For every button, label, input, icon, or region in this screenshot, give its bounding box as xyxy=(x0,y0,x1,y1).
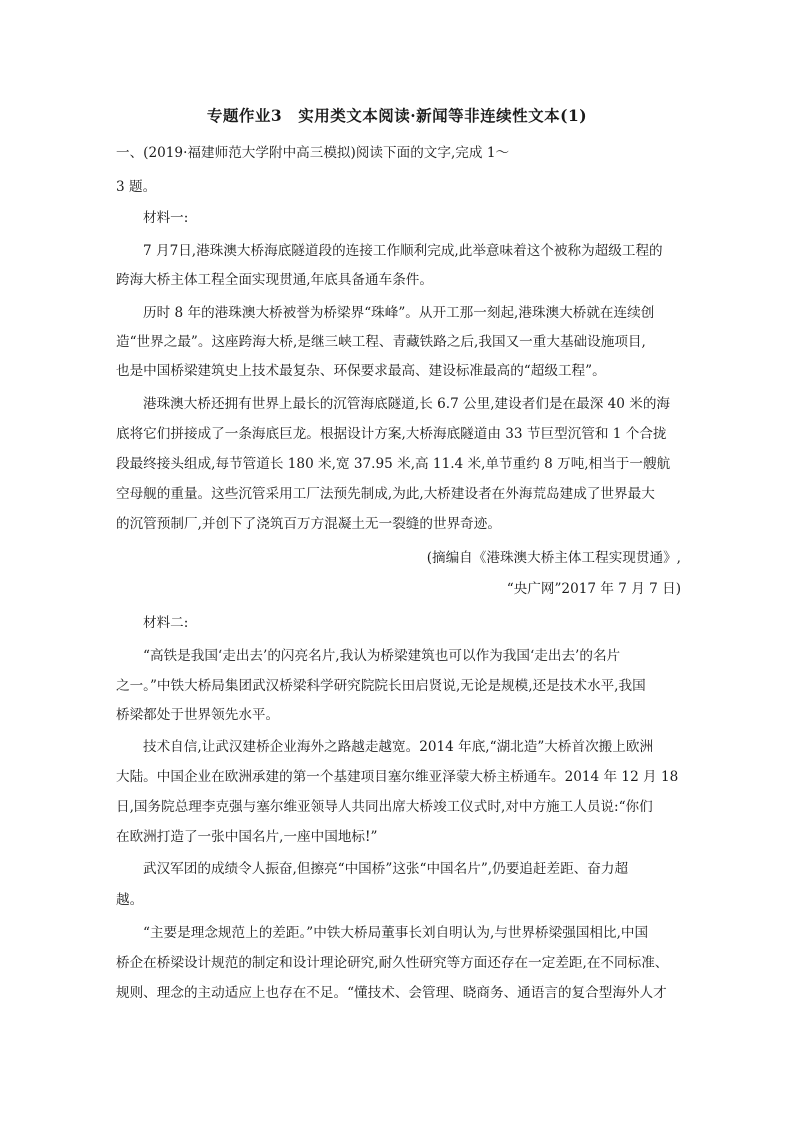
material1-line: 段最终接头组成,每节管道长 180 米,宽 37.95 米,高 11.4 米,单节重约 8 万吨,相当于一艘航 xyxy=(116,456,671,472)
material2-line: 技术自信,让武汉建桥企业海外之路越走越宽。2014 年底,“湖北造”大桥首次搬上欧洲 xyxy=(143,739,654,755)
material2-line: 在欧洲打造了一张中国名片,一座中国地标!” xyxy=(116,829,378,845)
question-intro-cont: 3 题。 xyxy=(116,179,157,195)
material1-line: 港珠澳大桥还拥有世界上最长的沉管海底隧道,长 6.7 公里,建设者们是在最深 40 米的海 xyxy=(143,396,671,412)
material1-source-date: “央广网”2017 年 7 月 7 日) xyxy=(506,581,681,597)
material2-line: “主要是理念规范上的差距。”中铁大桥局董事长刘自明认为,与世界桥梁强国相比,中国 xyxy=(143,925,649,941)
material1-line: 空母舰的重量。这些沉管采用工厂法预先制成,为此,大桥建设者在外海荒岛建成了世界最大 xyxy=(116,486,655,502)
material1-source: (摘编自《港珠澳大桥主体工程实现贯通》, xyxy=(426,550,681,566)
page-title: 专题作业3 实用类文本阅读·新闻等非连续性文本(1) xyxy=(206,106,588,125)
material2-line: 桥梁都处于世界领先水平。 xyxy=(116,707,280,723)
material2-line: 武汉军团的成绩令人振奋,但擦亮“中国桥”这张“中国名片”,仍要追赶差距、奋力超 xyxy=(143,861,629,877)
material2-line: 大陆。中国企业在欧洲承建的第一个基建项目塞尔维亚泽蒙大桥主桥通车。2014 年 12 月 18 xyxy=(116,769,679,785)
material1-line: 造“世界之最”。这座跨海大桥,是继三峡工程、青藏铁路之后,我国又一重大基础设施项目, xyxy=(116,334,646,350)
material2-heading: 材料二: xyxy=(143,615,189,631)
material1-line: 的沉管预制厂,并创下了浇筑百万方混凝土无一裂缝的世界奇迹。 xyxy=(116,516,501,532)
material1-line: 7 月7日,港珠澳大桥海底隧道段的连接工作顺利完成,此举意味着这个被称为超级工程的 xyxy=(143,243,663,259)
material2-line: 之一。”中铁大桥局集团武汉桥梁科学研究院院长田启贤说,无论是规模,还是技术水平,我国 xyxy=(116,678,646,694)
material2-line: 日,国务院总理李克强与塞尔维亚领导人共同出席大桥竣工仪式时,对中方施工人员说:“你们 xyxy=(116,799,653,815)
material2-line: “高铁是我国‘走出去’的闪亮名片,我认为桥梁建筑也可以作为我国‘走出去’的名片 xyxy=(143,648,621,664)
material1-heading: 材料一: xyxy=(143,210,189,226)
material1-line: 底将它们拼接成了一条海底巨龙。根据设计方案,大桥海底隧道由 33 节巨型沉管和 1 个合拢 xyxy=(116,426,667,442)
material1-line: 也是中国桥梁建筑史上技术最复杂、环保要求最高、建设标准最高的“超级工程”。 xyxy=(116,363,606,379)
material1-line: 跨海大桥主体工程全面实现贯通,年底具备通车条件。 xyxy=(116,272,433,288)
material2-line: 桥企在桥梁设计规范的制定和设计理论研究,耐久性研究等方面还存在一定差距,在不同标准、 xyxy=(116,955,669,971)
material2-line: 规则、理念的主动适应上也存在不足。“懂技术、会管理、晓商务、通语言的复合型海外人才 xyxy=(116,985,667,1001)
material1-line: 历时 8 年的港珠澳大桥被誉为桥梁界“珠峰”。从开工那一刻起,港珠澳大桥就在连续创 xyxy=(143,305,655,321)
question-intro: 一、(2019·福建师范大学附中高三模拟)阅读下面的文字,完成 1～ xyxy=(116,145,510,161)
material2-line: 越。 xyxy=(116,892,144,908)
